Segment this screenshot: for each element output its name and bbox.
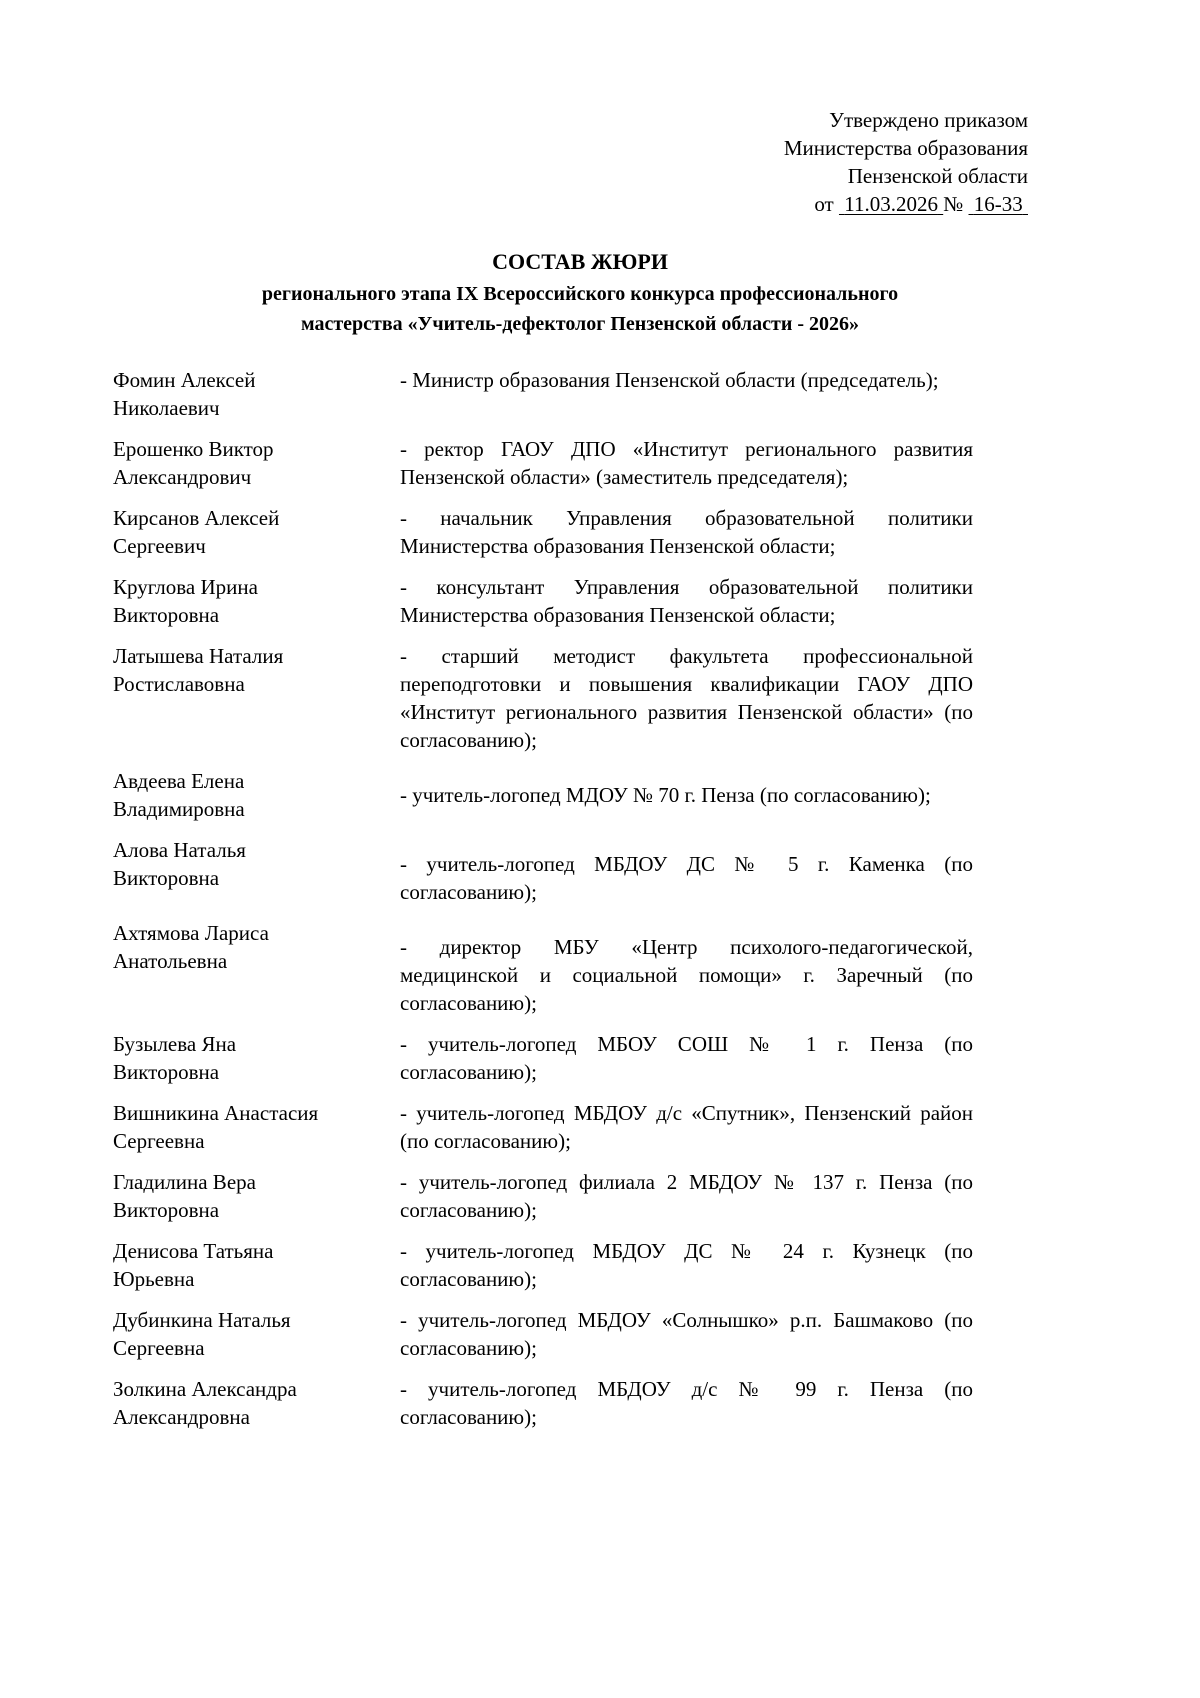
member-name: Авдеева Елена Владимировна [113,769,245,821]
member-name: Латышева Наталия Ростиславовна [113,644,284,696]
number-sign: № [943,192,964,216]
document-subtitle-line-2: мастерства «Учитель-дефектолог Пензенской области - 2026» [300,313,860,335]
member-role: - старший методист факультета профессиональной переподготовки и повышения квалификации ГАОУ ДПО «Институт регионального развития Пензенской области» (по согласованию); [400,644,973,752]
jury-member [113,1306,973,1362]
date-prefix: от [814,192,834,216]
jury-member [113,1099,973,1155]
jury-member [113,573,973,629]
approval-line-2: Министерства образования [783,136,1028,160]
member-role: - учитель-логопед МБДОУ ДС № 5 г. Каменка (по согласованию); [400,852,973,904]
member-name: Круглова Ирина Викторовна [113,575,258,627]
member-role: - учитель-логопед МБОУ СОШ № 1 г. Пенза (по согласованию); [400,1032,973,1084]
member-role: - учитель-логопед МДОУ № 70 г. Пенза (по согласованию); [400,783,931,807]
jury-member [113,642,973,754]
member-role: - учитель-логопед МБДОУ «Солнышко» р.п. Башмаково (по согласованию); [400,1308,973,1360]
jury-member [113,1375,973,1431]
member-role: - ректор ГАОУ ДПО «Институт регионального развития Пензенской области» (заместитель председателя); [400,437,973,489]
member-role: - Министр образования Пензенской области (председатель); [400,368,939,392]
jury-member [113,435,973,491]
member-role: - учитель-логопед МБДОУ д/с № 99 г. Пенза (по согласованию); [400,1377,973,1429]
order-date: 11.03.2026 [844,192,938,216]
approval-line-1: Утверждено приказом [829,108,1028,132]
jury-member [113,366,973,422]
member-name: Фомин Алексей Николаевич [113,368,256,420]
member-role: - директор МБУ «Центр психолого-педагогической, медицинской и социальной помощи» г. Заречный (по согласованию); [400,935,973,1015]
member-role: - начальник Управления образовательной политики Министерства образования Пензенской области; [400,506,973,558]
jury-member [113,1168,973,1224]
approval-line-3: Пензенской области [847,164,1028,188]
approval-date-line [784,190,1028,218]
member-name: Денисова Татьяна Юрьевна [113,1239,274,1291]
member-role: - учитель-логопед МБДОУ д/с «Спутник», Пензенский район (по согласованию); [400,1101,973,1153]
jury-member [113,836,973,906]
member-name: Ахтямова Лариса Анатольевна [113,921,269,973]
jury-member [113,504,973,560]
jury-member [113,1030,973,1086]
document-title: СОСТАВ ЖЮРИ [492,249,668,274]
member-name: Ерошенко Виктор Александрович [113,437,274,489]
member-name: Алова Наталья Викторовна [113,838,246,890]
member-name: Вишникина Анастасия Сергеевна [113,1101,319,1153]
jury-member [113,767,973,823]
member-name: Кирсанов Алексей Сергеевич [113,506,280,558]
document-heading [150,247,1010,339]
document-subtitle-line-1: регионального этапа IX Всероссийского конкурса профессионального [261,283,899,305]
jury-member [113,1237,973,1293]
jury-member [113,919,973,1017]
member-role: - учитель-логопед МБДОУ ДС № 24 г. Кузнецк (по согласованию); [400,1239,973,1291]
member-role: - учитель-логопед филиала 2 МБДОУ № 137 г. Пенза (по согласованию); [400,1170,973,1222]
member-name: Золкина Александра Александровна [113,1377,297,1429]
member-name: Дубинкина Наталья Сергеевна [113,1308,291,1360]
jury-members-list [113,366,973,1444]
member-name: Бузылева Яна Викторовна [113,1032,237,1084]
order-number: 16-33 [973,192,1023,216]
member-name: Гладилина Вера Викторовна [113,1170,256,1222]
member-role: - консультант Управления образовательной политики Министерства образования Пензенской области; [400,575,973,627]
approval-block [784,106,1028,218]
